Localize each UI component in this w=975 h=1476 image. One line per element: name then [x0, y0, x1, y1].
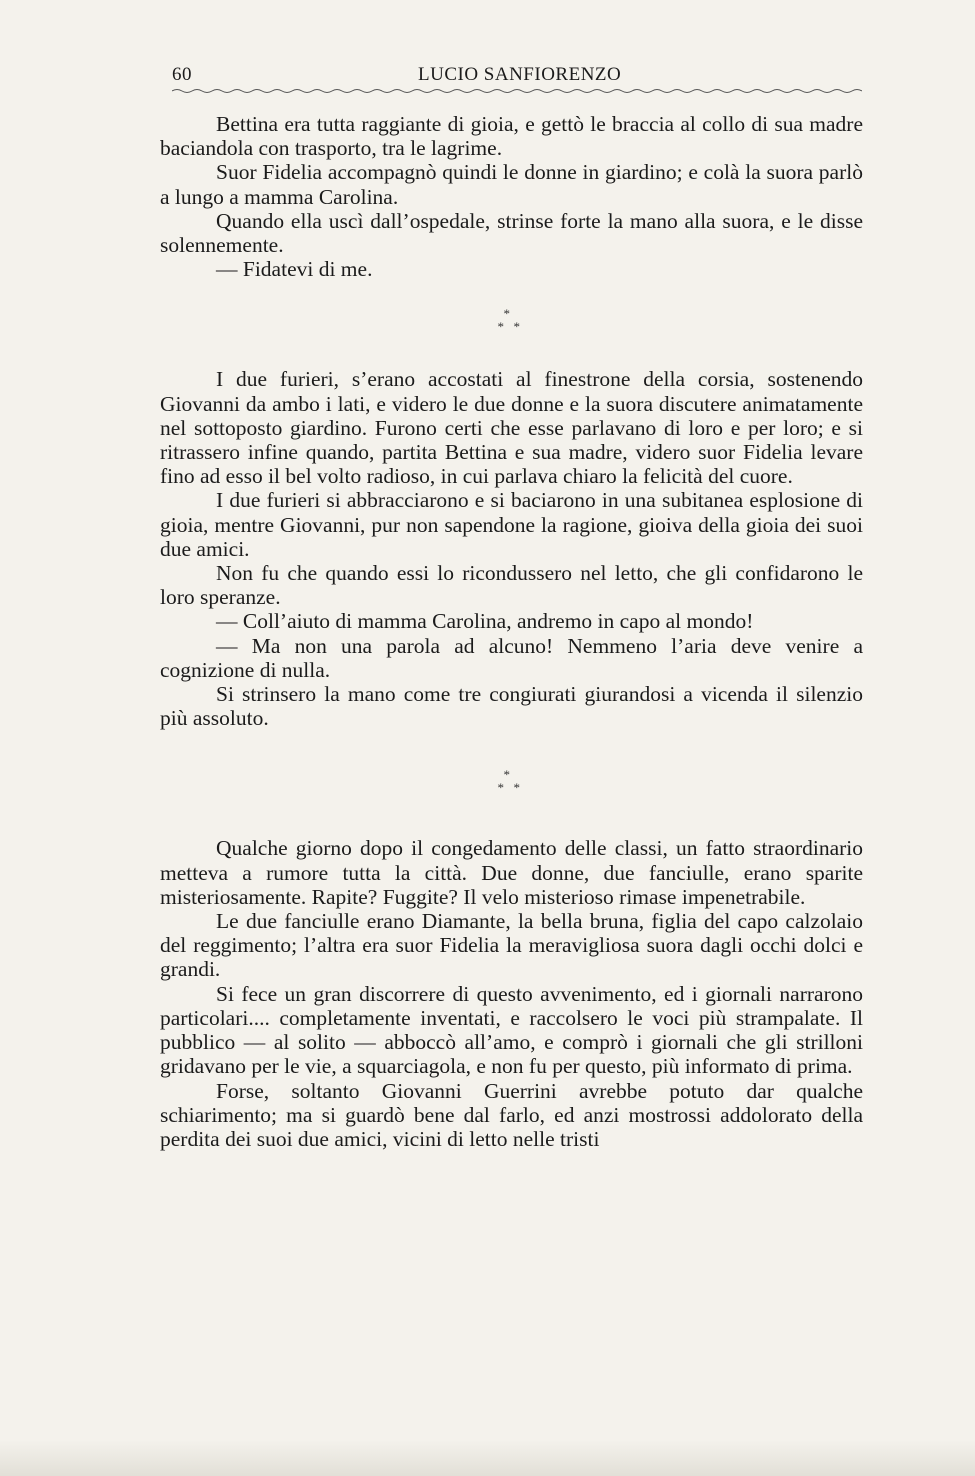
header-wavy-rule: [172, 88, 862, 94]
asterism-star: *: [513, 319, 520, 335]
paragraph: — Fidatevi di me.: [216, 257, 373, 282]
asterism-star: *: [503, 306, 510, 322]
running-title: LUCIO SANFIORENZO: [418, 64, 622, 85]
paragraph: Si strinsero la mano come tre congiurati giurandosi a vicenda il silenzio più assoluto.: [160, 682, 863, 731]
paragraph: Bettina era tutta raggiante di gioia, e gettò le braccia al collo di sua madre baciandola con trasporto, tra le lagrime.: [160, 112, 863, 161]
paragraph: Qualche giorno dopo il congedamento delle classi, un fatto straordinario metteva a rumore tutta la città. Due donne, due fanciulle, erano sparite misteriosamente. Rapite? Fuggite? Il velo misterioso rimase impenetrabile.: [160, 836, 863, 909]
paragraph: Quando ella uscì dall’ospedale, strinse forte la mano alla suora, e le disse solennemente.: [160, 208, 863, 258]
page-number: 60: [172, 64, 192, 85]
asterism-star: *: [513, 780, 520, 796]
paragraph: Si fece un gran discorrere di questo avvenimento, ed i giornali narrarono particolari.... completamente inventati, e raccolsero le voci più strampalate. Il pubblico — al solito — abboccò all’amo, e comprò i giornali che gli strilloni gridavano per le vie, a squarciagola, e non fu per questo, più informato di prima.: [160, 981, 863, 1079]
asterism-star: *: [497, 780, 504, 796]
section-break-asterism: [482, 768, 542, 808]
paragraph: Suor Fidelia accompagnò quindi le donne in giardino; e colà la suora parlò a lungo a mamma Carolina.: [160, 160, 863, 209]
body-text: [160, 112, 863, 1151]
paragraph: Non fu che quando essi lo ricondussero nel letto, che gli confidarono le loro speranze.: [160, 561, 863, 610]
paragraph: I due furieri, s’erano accostati al finestrone della corsia, sostenendo Giovanni da ambo i lati, e videro le due donne e la suora discutere animatamente nel sottoposto giardino. Furono certi che esse parlavano di loro e per loro; e si ritrassero infine quando, partita Bettina e sua madre, videro suor Fidelia levare fino ad esso il bel volto radioso, in cui parlava chiaro la felicità del cuore.: [160, 367, 863, 489]
section-break-asterism: [482, 307, 542, 347]
paragraph: I due furieri si abbracciarono e si baciarono in una subitanea esplosione di gioia, mentre Giovanni, pur non sapendone la ragione, gioiva della gioia dei suoi due amici.: [160, 488, 863, 561]
asterism-star: *: [497, 319, 504, 335]
book-page: [160, 62, 863, 1151]
running-head: [160, 62, 863, 92]
asterism-star: *: [503, 767, 510, 783]
paragraph: Le due fanciulle erano Diamante, la bella bruna, figlia del capo calzolaio del reggimento; l’altra era suor Fidelia la meravigliosa suora dagli occhi dolci e grandi.: [160, 909, 863, 982]
paragraph: Forse, soltanto Giovanni Guerrini avrebbe potuto dar qualche schiarimento; ma si guardò bene dal farlo, ed anzi mostrossi addolorato della perdita dei suoi due amici, vicini di letto nelle tristi: [160, 1078, 863, 1151]
paragraph: — Coll’aiuto di mamma Carolina, andremo in capo al mondo!: [216, 609, 754, 634]
page-bottom-edge: [0, 1440, 975, 1476]
paragraph: — Ma non una parola ad alcuno! Nemmeno l’aria deve venire a cognizione di nulla.: [160, 633, 863, 682]
